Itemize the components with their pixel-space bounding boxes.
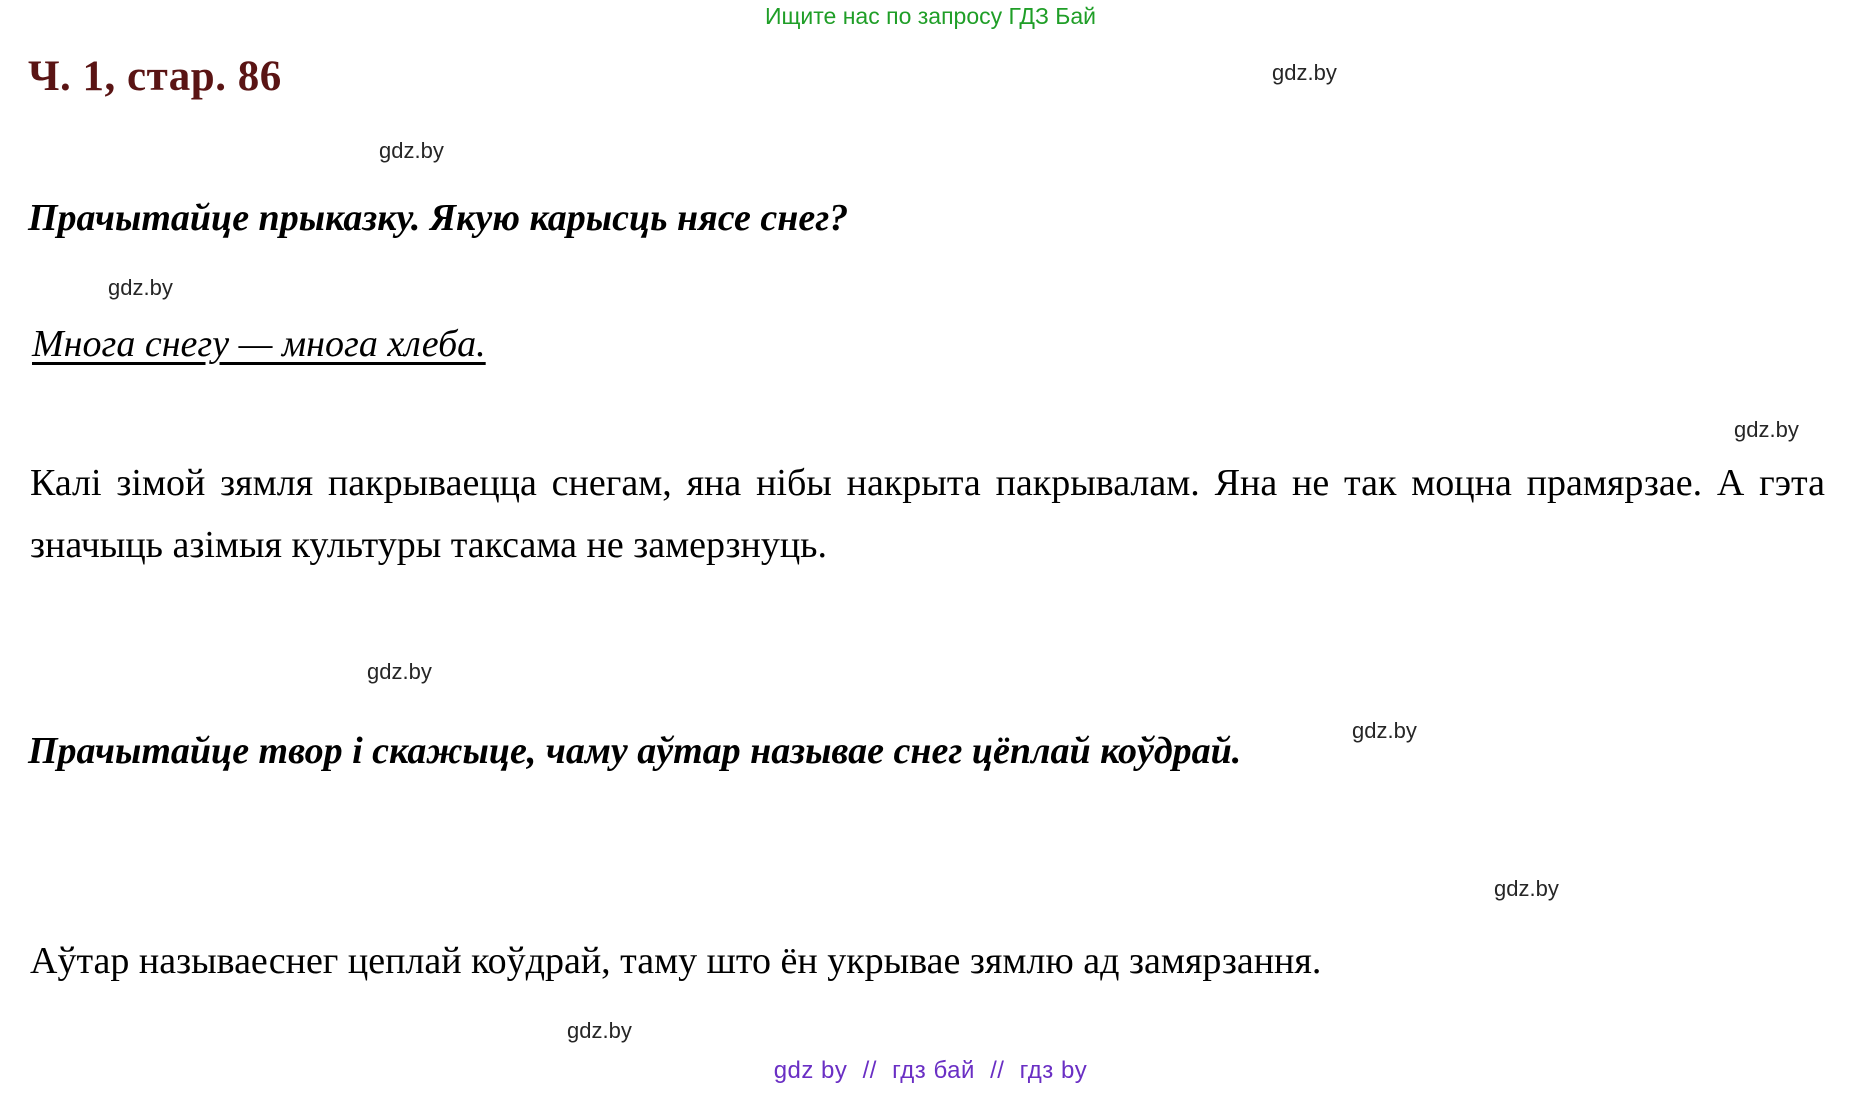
footer-separator-1: //	[862, 1057, 877, 1084]
watermark: gdz.by	[379, 138, 444, 163]
watermark: gdz.by	[108, 275, 173, 300]
watermark: gdz.by	[367, 659, 432, 684]
watermark: gdz.by	[1494, 876, 1559, 901]
watermark: gdz.by	[1734, 417, 1799, 442]
footer-separator-2: //	[990, 1057, 1005, 1084]
footer-link-2[interactable]: гдз бай	[892, 1057, 975, 1084]
watermark: gdz.by	[1272, 60, 1337, 85]
explanation-paragraph-two: Аўтар называеснег цеплай коўдрай, таму што ён укрывае зямлю ад замярзання.	[30, 940, 1322, 982]
promo-banner: Ищите нас по запросу ГДЗ Бай	[764, 3, 1097, 29]
question-one: Прачытайце прыказку. Якую карысць нясе снег?	[28, 197, 849, 239]
proverb-answer: Многа снегу — многа хлеба.	[32, 323, 486, 365]
question-two: Прачытайце твор і скажыце, чаму аўтар называе снег цёплай коўдрай.	[28, 730, 1242, 772]
watermark: gdz.by	[1352, 718, 1417, 743]
footer-link-1[interactable]: gdz by	[773, 1057, 848, 1084]
watermark: gdz.by	[567, 1018, 632, 1043]
page-title: Ч. 1, стар. 86	[28, 53, 282, 100]
footer-links	[0, 1057, 1861, 1085]
explanation-paragraph-one: Калі зімой зямля пакрываецца снегам, яна нібы накрыта пакрывалам. Яна не так моцна прамярзае. А гэта значыць азімыя культуры таксама не замерзнуць.	[30, 462, 1825, 566]
footer-link-3[interactable]: гдз by	[1019, 1057, 1088, 1084]
